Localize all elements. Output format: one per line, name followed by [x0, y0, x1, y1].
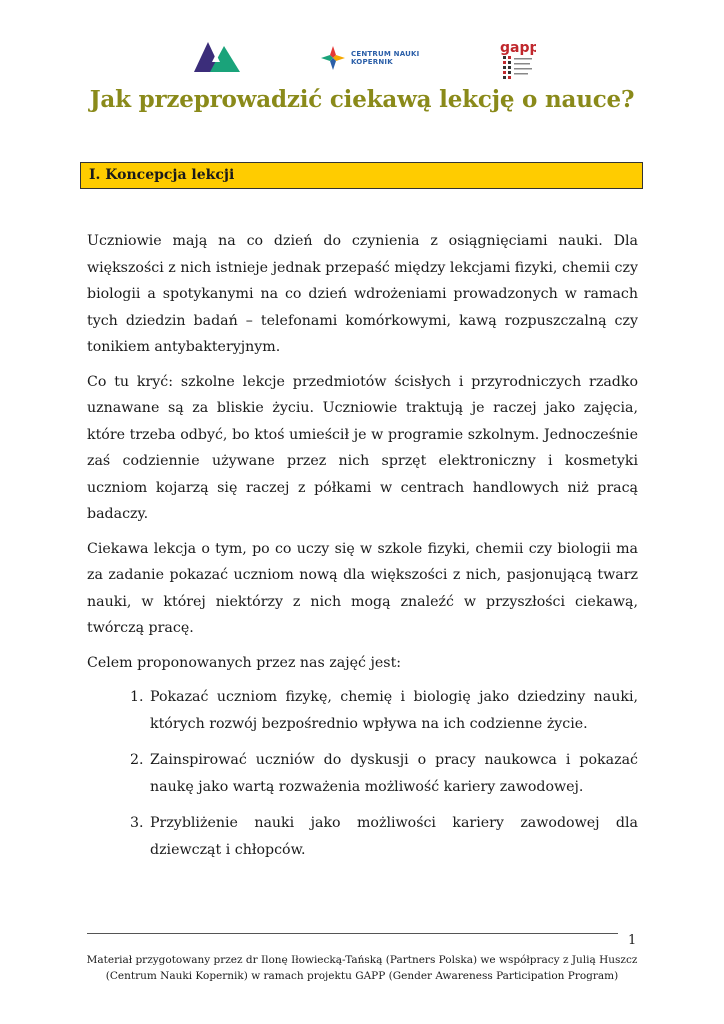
body-text: [87, 228, 638, 873]
cnk-logo-text: CENTRUM NAUKI KOPERNIK: [351, 50, 420, 66]
compass-star-icon: [320, 45, 346, 71]
list-number: 1.: [130, 689, 144, 705]
goals-list: [87, 684, 638, 863]
list-text: Pokazać uczniom fizykę, chemię i biologię jako dziedziny nauki, których rozwój bezpośrednio wpływa na ich codzienne życie.: [150, 689, 638, 732]
list-number: 3.: [130, 815, 144, 831]
page-title: Jak przeprowadzić ciekawą lekcję o nauce?: [89, 86, 635, 113]
paragraph: Celem proponowanych przez nas zajęć jest:: [87, 654, 402, 671]
section-heading: I. Koncepcja lekcji: [80, 162, 643, 189]
gapp-logo-text: gapp: [500, 40, 536, 56]
footer-line: (Centrum Nauki Kopernik) w ramach projektu GAPP (Gender Awareness Participation Program): [105, 970, 619, 982]
paragraph: Uczniowie mają na co dzień do czynienia z osiągnięciami nauki. Dla większości z nich istnieje jednak przepaść między lekcjami fizyki, chemii czy biologii a spotykanymi na co dzień wdrożeniami prowadzonych w ramach tych dziedzin badań – telefonami komórkowymi, kawą rozpuszczalną czy tonikiem antybakteryjnym.: [87, 233, 638, 355]
list-number: 2.: [130, 752, 144, 768]
logo-bar: [0, 40, 724, 84]
paragraph: Co tu kryć: szkolne lekcje przedmiotów ścisłych i przyrodniczych rzadko uznawane są za bliskie życiu. Uczniowie traktują je raczej jako zajęcia, które trzeba odbyć, bo ktoś umieścił je w programie szkolnym. Jednocześnie zaś codziennie używane przez nich sprzęt elektroniczny i kosmetyki uczniom kojarzą się raczej z półkami w centrach handlowych niż pracą badaczy.: [87, 373, 638, 522]
list-item: [87, 810, 638, 863]
list-item: [87, 684, 638, 737]
footer-note: [62, 952, 662, 984]
paragraph: Ciekawa lekcja o tym, po co uczy się w szkole fizyki, chemii czy biologii ma za zadanie pokazać uczniom nową dla większości z nich, pasjonującą twarz nauki, w której niektórzy z nich mogą znaleźć w przyszłości ciekawą, twórczą pracę.: [87, 540, 638, 636]
list-text: Przybliżenie nauki jako możliwości kariery zawodowej dla dziewcząt i chłopców.: [150, 815, 638, 858]
gapp-logo: [500, 38, 536, 84]
mountain-triangle-logo-icon: [194, 40, 240, 74]
footer-line: Materiał przygotowany przez dr Ilonę Iłowiecką-Tańską (Partners Polska) we współpracy z Julią Huszcz: [86, 954, 638, 966]
list-item: [87, 747, 638, 800]
cnk-logo: [320, 44, 419, 72]
page-number: 1: [628, 933, 637, 948]
footer-divider: [87, 933, 618, 934]
list-text: Zainspirować uczniów do dyskusji o pracy naukowca i pokazać naukę jako wartą rozważenia możliwość kariery zawodowej.: [150, 752, 638, 795]
